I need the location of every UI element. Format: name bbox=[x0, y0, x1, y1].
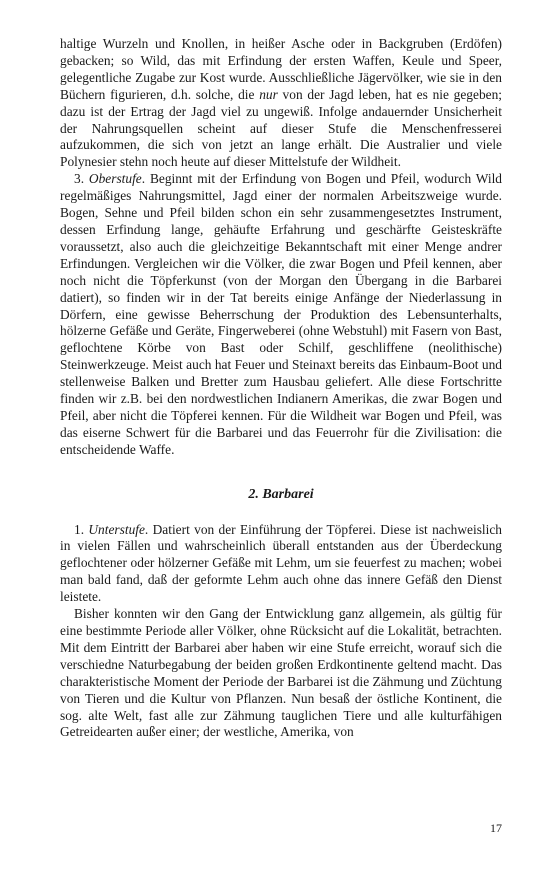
paragraph-bisher: Bisher konnten wir den Gang der Entwicklung ganz allgemein, als gültig für eine bestimmte Periode aller Völker, ohne Rücksicht auf die Lokalität, betrachten. Mit dem Eintritt der Barbarei aber haben wir eine Stufe erreicht, worauf sich die verschiedne Naturbegabung der beiden großen Erdkontinente geltend macht. Das charakteristische Moment der Periode der Barbarei ist die Zähmung und Züchtung von Tieren und die Kultur von Pflanzen. Nun besaß der östliche Kontinent, die sog. alte Welt, fast alle zur Zähmung tauglichen Tiere und alle kulturfähigen Getreidearten außer einer; der westliche, Amerika, von bbox=[60, 606, 502, 740]
paragraph-text: haltige Wurzeln und Knollen, in heißer Asche oder in Backgruben (Erdöfen) gebacken; so Wild, das mit Erfindung der ersten Waffen, Keule und Speer, gelegentliche Zugabe zur Kost wurde. Ausschließliche Jägervölker, wie sie in den Büchern figurieren, d.h. solche, die bbox=[60, 36, 502, 102]
emphasis-unterstufe: Unterstufe bbox=[88, 521, 145, 537]
paragraph-text: . Datiert von der Einführung der Töpferei. Diese ist nachweislich in vielen Fällen und wahrscheinlich überall entstanden aus der Überdeckung geflochtener oder hölzerner Gefäße mit Lehm, um sie feuerfest zu machen; wobei man bald fand, daß der geformte Lehm auch ohne das innere Gefäß den Dienst leistete. bbox=[60, 521, 503, 605]
page-number: 17 bbox=[490, 821, 502, 835]
paragraph-continued bbox=[60, 36, 502, 171]
paragraph-text: . Beginnt mit der Erfindung von Bogen und Pfeil, wodurch Wild regelmäßiges Nahrungsmittel, Jagd einer der normalen Arbeitszweige wurde. Bogen, Sehne und Pfeil bilden schon ein sehr zusammengesetztes Instrument, dessen Erfindung lange, gehäufte Erfahrung und geschärfte Geisteskräfte voraussetzt, also auch die gleichzeitige Bekanntschaft mit einer Menge andrer Erfindungen. Vergleichen wir die Völker, die zwar Bogen und Pfeil kennen, aber noch nicht die Töpferkunst (von der Morgan den Übergang in die Barbarei datiert), so finden wir in der Tat bereits einige Anfänge der Niederlassung in Dörfern, eine gewisse Beherrschung der Produktion des Lebensunterhalts, hölzerne Gefäße und Geräte, Fingerweberei (ohne Webstuhl) mit Fasern von Bast, geflochtene Körbe von Bast oder Schilf, geschliffene (neolithische) Steinwerkzeuge. Meist auch hat Feuer und Steinaxt bereits das Einbaum-Boot und stellenweise Balken und Bretter zum Hausbau geliefert. Alle diese Fortschritte finden wir z.B. bei den nordwestlichen Indianern Amerikas, die zwar Bogen und Pfeil, aber nicht die Töpferei kennen. Für die Wildheit war Bogen und Pfeil, was das eiserne Schwert für die Barbarei und das Feuerrohr für die Zivilisation: die entscheidende Waffe. bbox=[60, 171, 503, 457]
section-number: 3. bbox=[74, 171, 89, 187]
emphasis-oberstufe: Oberstufe bbox=[88, 171, 142, 187]
section-heading: 2. Barbarei bbox=[248, 486, 314, 502]
paragraph-unterstufe bbox=[60, 522, 502, 607]
section-number: 1. bbox=[74, 521, 89, 537]
paragraph-oberstufe bbox=[60, 171, 502, 458]
page-body bbox=[60, 36, 502, 741]
emphasis-nur: nur bbox=[259, 86, 278, 102]
paragraph-text: von der Jagd leben, hat es nie gegeben; dazu ist der Ertrag der Jagd viel zu ungewiß. Infolge andauernder Unsicherheit der Nahrungsquellen scheint auf dieser Stufe die Menschenfresserei aufzukommen, die sich von jetzt an lange erhält. Die Australier und viele Polynesier stehn noch heute auf dieser Mittelstufe der Wildheit. bbox=[60, 86, 502, 170]
